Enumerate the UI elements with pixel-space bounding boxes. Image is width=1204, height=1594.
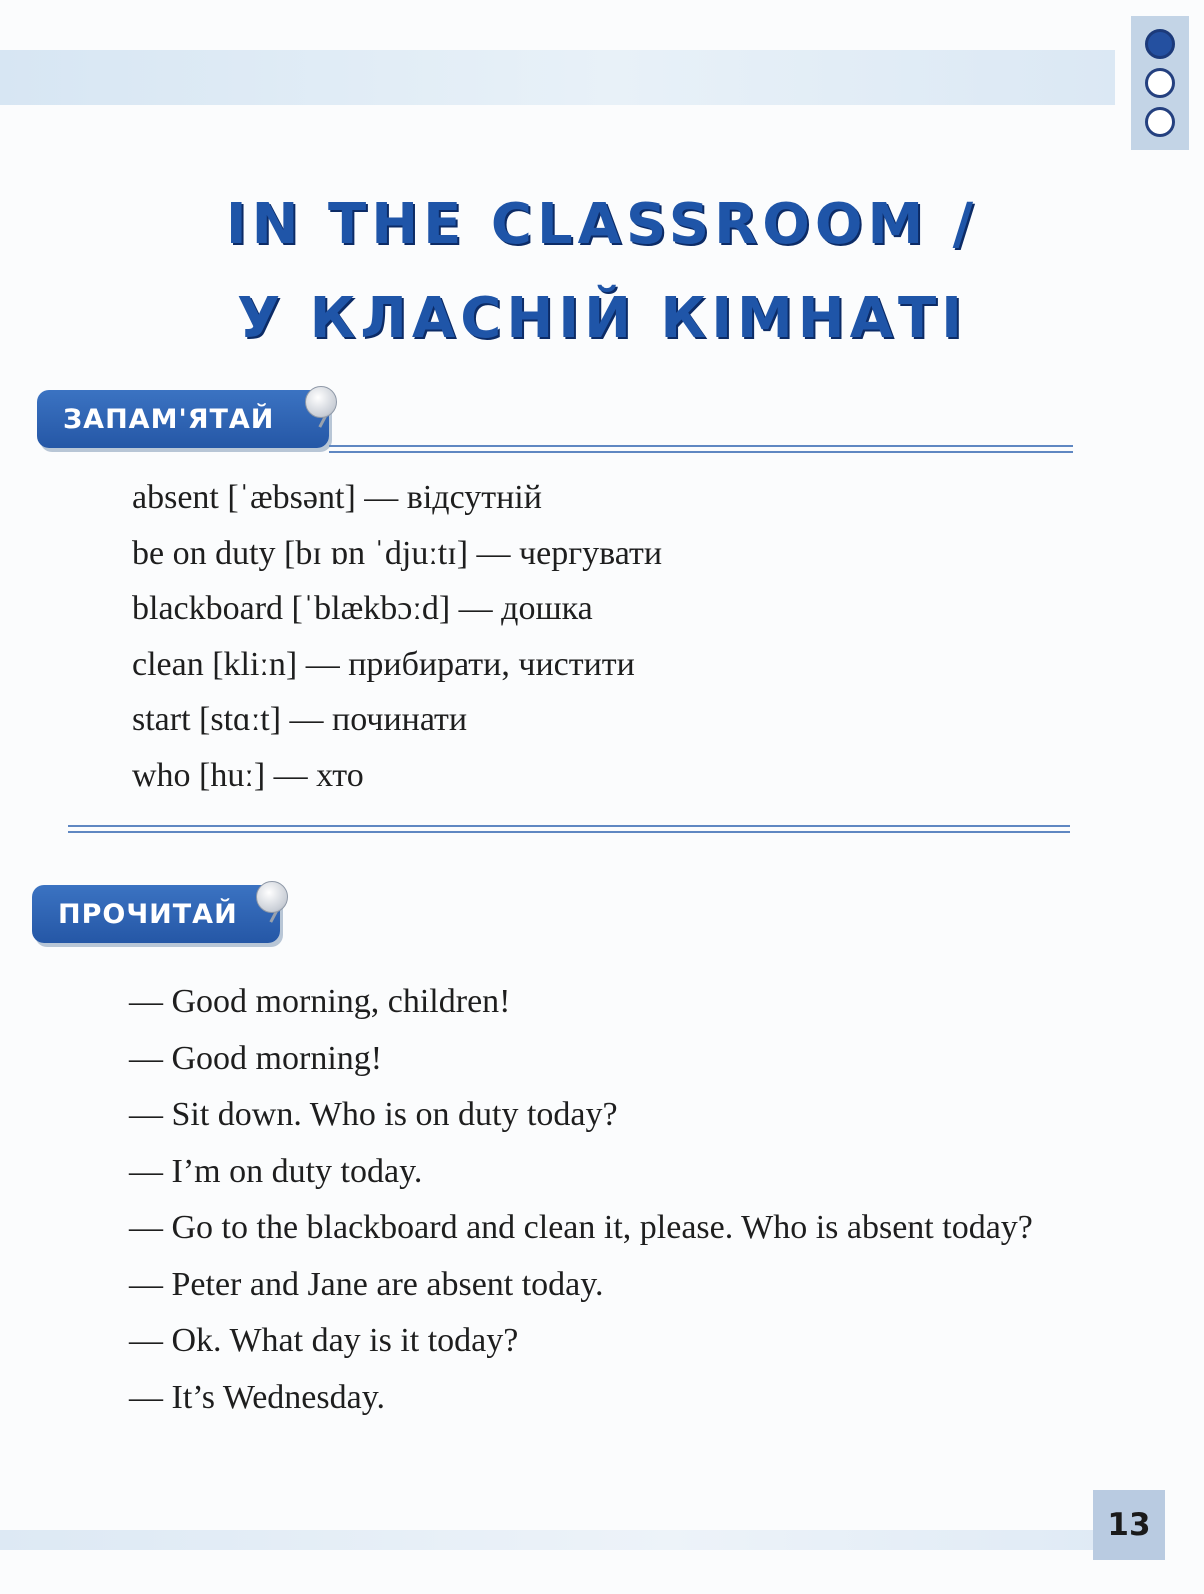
dialogue-text (66, 974, 1070, 1426)
page-title-ukrainian: У КЛАСНІЙ КІМНАТІ (236, 286, 968, 351)
page-title-english: IN THE CLASSROOM / (225, 192, 979, 257)
dialogue-line: — Good morning, children! (129, 983, 511, 1020)
vocabulary-item: absent [ˈæbsənt] — відсутній (132, 479, 542, 516)
pushpin-icon (256, 881, 288, 913)
dialogue-line: — It’s Wednesday. (129, 1378, 385, 1416)
page-title (0, 178, 1204, 366)
vocabulary-item: be on duty [bɪ ɒn ˈdjuːtɪ] — чергувати (132, 534, 663, 572)
vocabulary-item: who [huː] — хто (132, 756, 364, 794)
remember-section-tab (37, 390, 329, 448)
vocabulary-item: start [stɑːt] — починати (132, 701, 468, 738)
read-section-label: ПРОЧИТАЙ (58, 898, 238, 930)
level-dot-filled-icon (1145, 29, 1175, 59)
remember-top-divider (329, 445, 1073, 453)
dialogue-line: — I’m on duty today. (129, 1152, 423, 1190)
vocabulary-item: clean [kliːn] — прибирати, чистити (132, 645, 635, 683)
difficulty-level-indicator (1131, 16, 1189, 150)
read-section-tab (32, 885, 280, 943)
vocabulary-item: blackboard [ˈblækbɔːd] — дошка (132, 590, 593, 627)
dialogue-line: — Go to the blackboard and clean it, please. Who is absent today? (129, 1209, 1033, 1246)
page-number: 13 (1093, 1490, 1165, 1560)
dialogue-line: — Sit down. Who is on duty today? (129, 1096, 618, 1133)
footer-band (0, 1530, 1118, 1550)
vocabulary-list (132, 470, 662, 803)
remember-bottom-divider (68, 825, 1070, 833)
dialogue-line: — Peter and Jane are absent today. (129, 1265, 604, 1303)
dialogue-line: — Good morning! (129, 1039, 383, 1077)
pushpin-icon (305, 386, 337, 418)
level-dot-empty-icon (1145, 68, 1175, 98)
header-band (0, 50, 1115, 105)
dialogue-line: — Ok. What day is it today? (129, 1322, 519, 1359)
level-dot-empty-icon (1145, 107, 1175, 137)
remember-section-label: ЗАПАМ'ЯТАЙ (63, 403, 275, 435)
